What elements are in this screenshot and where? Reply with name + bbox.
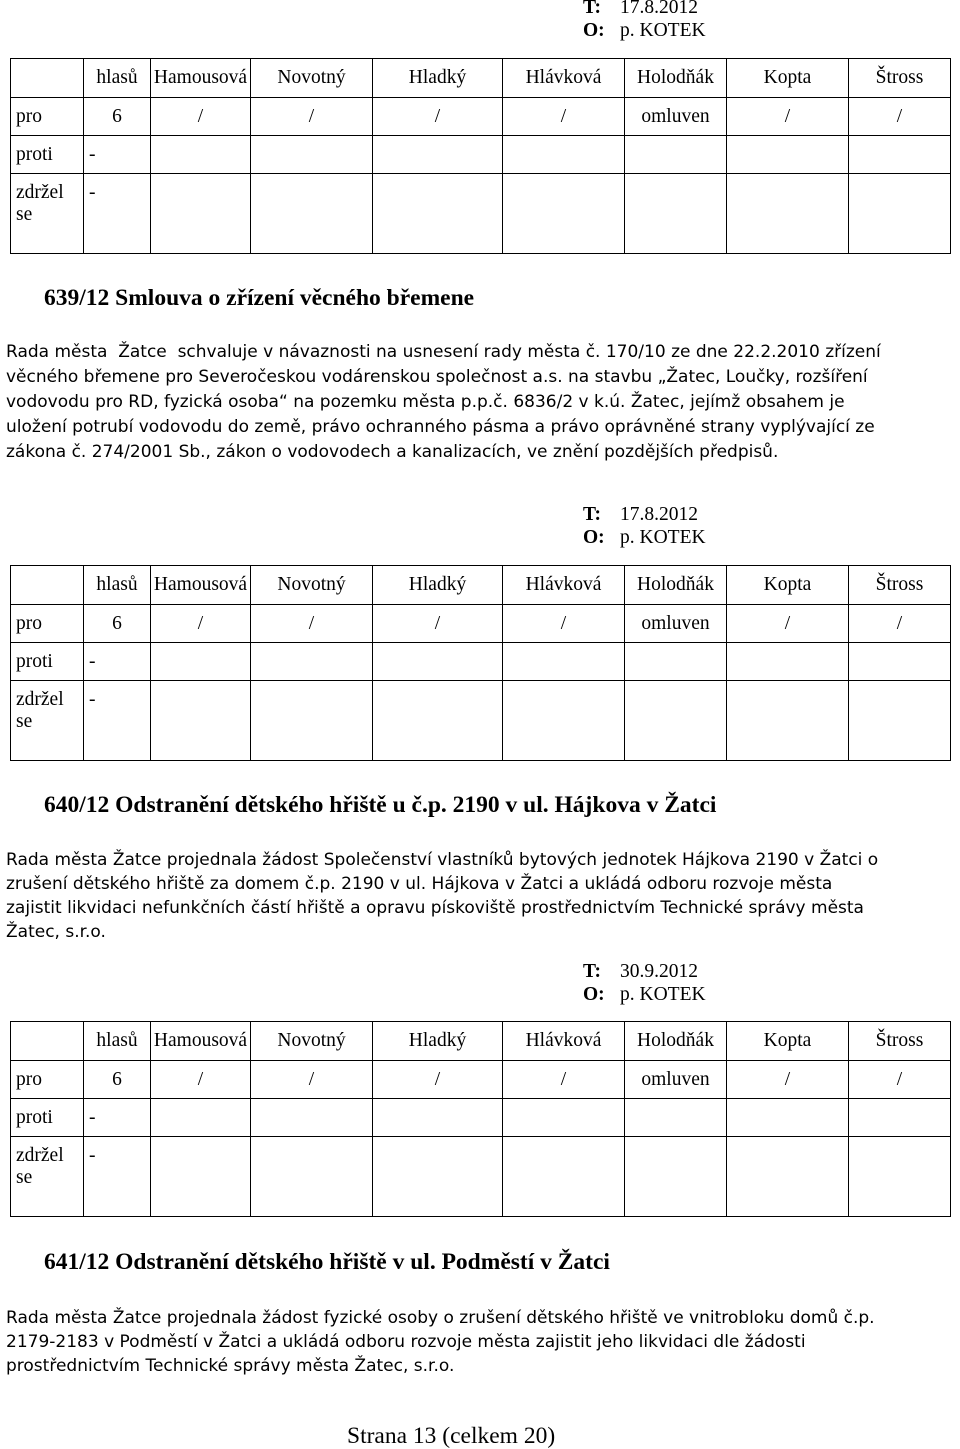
empty-cell: [727, 1137, 849, 1217]
text-line: zajistit likvidaci nefunkčních částí hřiště a opravu pískoviště prostřednictvím Technické správy města: [6, 898, 864, 918]
member-name-header: Holodňák: [625, 566, 727, 605]
vote-header-row: [11, 566, 951, 605]
deadline-term-line: [583, 503, 706, 526]
empty-cell: [849, 174, 951, 254]
term-date: 17.8.2012: [620, 0, 698, 18]
resolution-text: [6, 340, 881, 465]
vote-table: [10, 1021, 951, 1217]
term-label: T:: [583, 961, 602, 982]
member-vote-cell: /: [151, 1061, 251, 1099]
member-name-header: Hamousová: [151, 566, 251, 605]
empty-cell: [373, 136, 503, 174]
vote-count-cell: 6: [84, 1061, 151, 1099]
owner-name: p. KOTEK: [620, 527, 706, 548]
empty-cell: [849, 643, 951, 681]
resolution-heading: [44, 1248, 610, 1276]
vote-row-abstain: [11, 681, 951, 761]
owner-name: p. KOTEK: [620, 20, 706, 41]
vote-row-abstain: [11, 174, 951, 254]
member-name-header: Štross: [849, 1022, 951, 1061]
member-vote-cell: /: [151, 98, 251, 136]
text-line: věcného břemene pro Severočeskou vodárenskou společnost a.s. na stavbu „Žatec, Loučky, rozšíření: [6, 367, 868, 387]
resolution-title: Odstranění dětského hřiště u č.p. 2190 v ul. Hájkova v Žatci: [115, 792, 717, 818]
empty-cell: [625, 174, 727, 254]
vote-header-row: [11, 1022, 951, 1061]
member-name-header: Kopta: [727, 566, 849, 605]
member-vote-cell: /: [727, 1061, 849, 1099]
vote-table: [10, 565, 951, 761]
member-vote-cell: /: [503, 1061, 625, 1099]
text-line: 2179-2183 v Podměstí v Žatci a ukládá odboru rozvoje města zajistit jeho likvidaci dle žádosti: [6, 1332, 806, 1352]
empty-cell: [151, 136, 251, 174]
resolution-heading: [44, 791, 716, 819]
empty-cell: [503, 643, 625, 681]
empty-cell: [727, 174, 849, 254]
member-name-header: Hlávková: [503, 1022, 625, 1061]
member-vote-cell: /: [849, 98, 951, 136]
member-vote-cell: /: [251, 98, 373, 136]
text-line: Rada města Žatce projednala žádost fyzické osoby o zrušení dětského hřiště ve vnitrobloku domů č.p.: [6, 1308, 875, 1328]
member-vote-cell: /: [849, 1061, 951, 1099]
vote-row-for: [11, 1061, 951, 1099]
vote-row-label: zdržel se: [16, 182, 64, 225]
empty-cell: [251, 1099, 373, 1137]
empty-cell: [251, 136, 373, 174]
vote-row-label: zdržel se: [16, 689, 64, 732]
empty-cell: [849, 1099, 951, 1137]
empty-cell: [251, 1137, 373, 1217]
member-name-header: Novotný: [251, 566, 373, 605]
empty-cell: [151, 681, 251, 761]
vote-count-cell: -: [84, 1099, 151, 1137]
vote-count-cell: 6: [84, 605, 151, 643]
empty-cell: [503, 681, 625, 761]
text-line: vodovodu pro RD, fyzická osoba“ na pozemku města p.p.č. 6836/2 v k.ú. Žatec, jejímž obsahem je: [6, 392, 845, 412]
resolution-number: 640/12: [44, 792, 110, 818]
empty-cell: [849, 681, 951, 761]
member-vote-cell: /: [251, 605, 373, 643]
vote-row-for: [11, 98, 951, 136]
member-name-header: Štross: [849, 566, 951, 605]
empty-cell: [251, 643, 373, 681]
member-name-header: Hladký: [373, 566, 503, 605]
member-vote-cell: /: [373, 98, 503, 136]
vote-table: [10, 58, 951, 254]
text-line: zákona č. 274/2001 Sb., zákon o vodovodech a kanalizacích, ve znění pozdějších předpisů.: [6, 442, 779, 462]
empty-cell: [503, 174, 625, 254]
vote-header-row: [11, 59, 951, 98]
member-vote-cell: /: [727, 98, 849, 136]
page-number-label: Strana 13 (celkem 20): [347, 1423, 556, 1449]
vote-row-against: [11, 136, 951, 174]
vote-row-abstain: [11, 1137, 951, 1217]
empty-cell: [625, 643, 727, 681]
empty-cell: [373, 681, 503, 761]
vote-row-label: pro: [11, 1061, 84, 1099]
term-date: 30.9.2012: [620, 961, 698, 982]
deadline-term-line: [583, 0, 706, 19]
empty-cell: [727, 136, 849, 174]
deadline-block: [583, 960, 706, 1006]
vote-row-label: pro: [11, 605, 84, 643]
member-name-header: Hlávková: [503, 566, 625, 605]
member-name-header: Hlávková: [503, 59, 625, 98]
resolution-text: [6, 848, 878, 944]
member-vote-cell: /: [503, 98, 625, 136]
deadline-owner-line: [583, 526, 706, 549]
member-name-header: Novotný: [251, 59, 373, 98]
member-name-header: Kopta: [727, 1022, 849, 1061]
vote-row-against: [11, 643, 951, 681]
member-name-header: Hamousová: [151, 1022, 251, 1061]
member-name-header: Štross: [849, 59, 951, 98]
owner-label: O:: [583, 20, 605, 41]
vote-row-label: proti: [11, 643, 84, 681]
votes-column-header: hlasů: [84, 1022, 151, 1061]
empty-cell: [151, 643, 251, 681]
member-vote-cell: /: [849, 605, 951, 643]
empty-cell: [151, 1099, 251, 1137]
deadline-term-line: [583, 960, 706, 983]
vote-row-against: [11, 1099, 951, 1137]
empty-cell: [727, 643, 849, 681]
empty-cell: [727, 681, 849, 761]
empty-cell: [849, 136, 951, 174]
vote-count-cell: 6: [84, 98, 151, 136]
resolution-title: Odstranění dětského hřiště v ul. Podměstí v Žatci: [115, 1249, 610, 1275]
member-vote-cell: /: [151, 605, 251, 643]
vote-row-label: proti: [11, 136, 84, 174]
vote-count-cell: -: [84, 1137, 151, 1217]
empty-cell: [151, 1137, 251, 1217]
resolution-title: Smlouva o zřízení věcného břemene: [115, 285, 475, 311]
vote-count-cell: -: [84, 136, 151, 174]
text-line: Rada města Žatce schvaluje v návaznosti na usnesení rady města č. 170/10 ze dne 22.2.2010 zřízení: [6, 342, 881, 362]
deadline-owner-line: [583, 983, 706, 1006]
empty-cell: [849, 1137, 951, 1217]
page-footer: [347, 1424, 555, 1448]
text-line: zrušení dětského hřiště za domem č.p. 2190 v ul. Hájkova v Žatci a ukládá odboru rozvoje města: [6, 874, 833, 894]
vote-row-label: zdržel se: [16, 1145, 64, 1188]
member-name-header: Novotný: [251, 1022, 373, 1061]
resolution-number: 639/12: [44, 285, 110, 311]
empty-cell: [625, 1137, 727, 1217]
votes-column-header: hlasů: [84, 59, 151, 98]
vote-corner-cell: [11, 566, 84, 605]
empty-cell: [625, 681, 727, 761]
member-vote-cell: /: [251, 1061, 373, 1099]
member-vote-cell: /: [727, 605, 849, 643]
vote-row-label: pro: [11, 98, 84, 136]
member-name-header: Holodňák: [625, 1022, 727, 1061]
vote-corner-cell: [11, 1022, 84, 1061]
deadline-owner-line: [583, 19, 706, 42]
vote-count-cell: -: [84, 681, 151, 761]
empty-cell: [251, 174, 373, 254]
empty-cell: [625, 136, 727, 174]
empty-cell: [503, 136, 625, 174]
vote-row-label: proti: [11, 1099, 84, 1137]
vote-count-cell: -: [84, 643, 151, 681]
member-vote-cell: /: [373, 1061, 503, 1099]
empty-cell: [727, 1099, 849, 1137]
empty-cell: [251, 681, 373, 761]
deadline-block: [583, 503, 706, 549]
member-name-header: Kopta: [727, 59, 849, 98]
member-vote-cell: /: [503, 605, 625, 643]
empty-cell: [373, 174, 503, 254]
term-date: 17.8.2012: [620, 504, 698, 525]
empty-cell: [625, 1099, 727, 1137]
empty-cell: [503, 1137, 625, 1217]
empty-cell: [373, 1137, 503, 1217]
resolution-heading: [44, 284, 474, 312]
vote-count-cell: -: [84, 174, 151, 254]
term-label: T:: [583, 0, 602, 18]
empty-cell: [151, 174, 251, 254]
text-line: prostřednictvím Technické správy města Žatec, s.r.o.: [6, 1356, 455, 1376]
empty-cell: [503, 1099, 625, 1137]
member-vote-cell: omluven: [625, 98, 727, 136]
term-label: T:: [583, 504, 602, 525]
empty-cell: [373, 643, 503, 681]
resolution-number: 641/12: [44, 1249, 110, 1275]
text-line: Žatec, s.r.o.: [6, 922, 106, 942]
empty-cell: [373, 1099, 503, 1137]
vote-row-for: [11, 605, 951, 643]
owner-name: p. KOTEK: [620, 984, 706, 1005]
resolution-text: [6, 1306, 875, 1378]
member-vote-cell: omluven: [625, 1061, 727, 1099]
member-name-header: Hladký: [373, 1022, 503, 1061]
member-vote-cell: omluven: [625, 605, 727, 643]
member-name-header: Hamousová: [151, 59, 251, 98]
owner-label: O:: [583, 984, 605, 1005]
votes-column-header: hlasů: [84, 566, 151, 605]
member-name-header: Hladký: [373, 59, 503, 98]
owner-label: O:: [583, 527, 605, 548]
member-name-header: Holodňák: [625, 59, 727, 98]
text-line: Rada města Žatce projednala žádost Společenství vlastníků bytových jednotek Hájkova 2190 v Žatci o: [6, 850, 879, 870]
text-line: uložení potrubí vodovodu do země, právo ochranného pásma a právo oprávněné strany vyplývající ze: [6, 417, 875, 437]
member-vote-cell: /: [373, 605, 503, 643]
deadline-block: [583, 0, 706, 42]
vote-corner-cell: [11, 59, 84, 98]
